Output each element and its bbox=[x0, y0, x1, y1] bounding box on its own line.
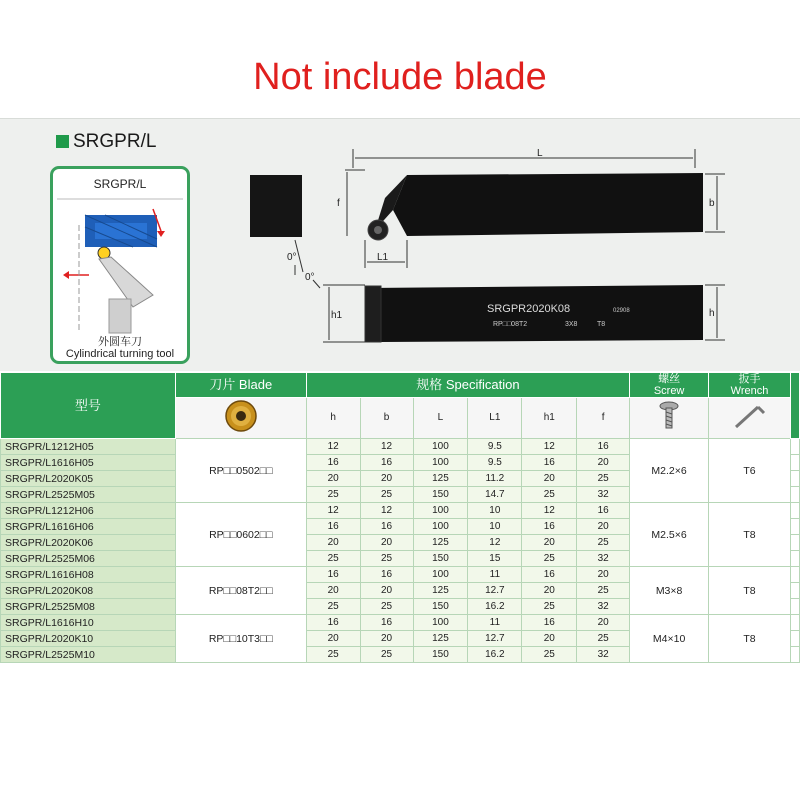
spec-cell-l1: 10 bbox=[468, 519, 522, 535]
specification-table bbox=[0, 372, 800, 663]
header-wrench-cn: 扳手 bbox=[738, 373, 761, 385]
edge-cell bbox=[790, 535, 799, 551]
header-screw bbox=[630, 373, 709, 398]
edge-cell bbox=[790, 583, 799, 599]
spec-cell-h1: 20 bbox=[522, 631, 577, 647]
spec-cell-l: 100 bbox=[413, 615, 468, 631]
spec-cell-h1: 25 bbox=[522, 551, 577, 567]
edge-cell bbox=[790, 567, 799, 583]
spec-cell-b: 20 bbox=[360, 631, 413, 647]
turning-diagram-icon bbox=[53, 195, 187, 335]
spec-cell-h: 25 bbox=[306, 551, 360, 567]
spec-cell-b: 20 bbox=[360, 471, 413, 487]
spec-cell-h: 16 bbox=[306, 455, 360, 471]
illustration-caption bbox=[53, 336, 187, 360]
spec-cell-f: 20 bbox=[577, 567, 630, 583]
spec-cell-l1: 11 bbox=[468, 567, 522, 583]
caption-english: Cylindrical turning tool bbox=[65, 348, 175, 360]
wrench-cell: T8 bbox=[709, 503, 791, 567]
spec-cell-l1: 15 bbox=[468, 551, 522, 567]
dim-f-label: f bbox=[337, 198, 340, 209]
screw-image-cell bbox=[630, 398, 709, 439]
marking-main: SRGPR2020K08 bbox=[487, 303, 571, 315]
model-cell: SRGPR/L2525M06 bbox=[1, 551, 176, 567]
green-square-icon bbox=[56, 135, 69, 148]
edge-cell bbox=[790, 487, 799, 503]
column-header-f: f bbox=[577, 398, 630, 439]
spec-cell-l: 125 bbox=[413, 471, 468, 487]
spec-cell-l: 125 bbox=[413, 535, 468, 551]
column-header-l1: L1 bbox=[468, 398, 522, 439]
spec-cell-h1: 20 bbox=[522, 535, 577, 551]
spec-cell-h: 12 bbox=[306, 439, 360, 455]
screw-cell: M2.2×6 bbox=[630, 439, 709, 503]
spec-cell-f: 20 bbox=[577, 615, 630, 631]
dim-b-label: b bbox=[709, 198, 715, 209]
spec-cell-f: 20 bbox=[577, 519, 630, 535]
spec-cell-l1: 9.5 bbox=[468, 455, 522, 471]
spec-cell-h: 20 bbox=[306, 631, 360, 647]
spec-cell-l: 100 bbox=[413, 567, 468, 583]
spec-cell-f: 32 bbox=[577, 487, 630, 503]
header-screw-en: Screw bbox=[653, 385, 685, 397]
wrench-cell: T6 bbox=[709, 439, 791, 503]
technical-drawing bbox=[225, 140, 745, 360]
series-title-text: SRGPR/L bbox=[73, 131, 157, 152]
header-blade: 刀片 Blade bbox=[175, 373, 306, 398]
spec-cell-f: 32 bbox=[577, 551, 630, 567]
spec-cell-h1: 12 bbox=[522, 503, 577, 519]
dim-L-label: L bbox=[537, 148, 543, 159]
screw-cell: M4×10 bbox=[630, 615, 709, 663]
angle-top-label: 0° bbox=[287, 252, 297, 263]
not-include-blade-banner: Not include blade bbox=[253, 56, 547, 98]
screw-icon bbox=[654, 399, 684, 433]
illustration-title: SRGPR/L bbox=[93, 177, 147, 191]
blade-cell: RP□□0602□□ bbox=[175, 503, 306, 567]
spec-cell-l1: 9.5 bbox=[468, 439, 522, 455]
blade-cell: RP□□08T2□□ bbox=[175, 567, 306, 615]
dim-h1-label: h1 bbox=[331, 310, 343, 321]
spec-cell-b: 12 bbox=[360, 503, 413, 519]
spec-cell-l1: 11.2 bbox=[468, 471, 522, 487]
spec-cell-b: 16 bbox=[360, 615, 413, 631]
spec-cell-b: 20 bbox=[360, 583, 413, 599]
spec-cell-l: 125 bbox=[413, 583, 468, 599]
spec-cell-l: 100 bbox=[413, 455, 468, 471]
spec-cell-h1: 16 bbox=[522, 615, 577, 631]
spec-cell-l: 150 bbox=[413, 647, 468, 663]
screw-cell: M2.5×6 bbox=[630, 503, 709, 567]
model-cell: SRGPR/L1212H06 bbox=[1, 503, 176, 519]
spec-cell-l1: 12 bbox=[468, 535, 522, 551]
spec-cell-b: 12 bbox=[360, 439, 413, 455]
wrench-cell: T8 bbox=[709, 615, 791, 663]
spec-cell-b: 20 bbox=[360, 535, 413, 551]
spec-cell-f: 32 bbox=[577, 599, 630, 615]
spec-cell-l: 150 bbox=[413, 599, 468, 615]
spec-cell-b: 25 bbox=[360, 487, 413, 503]
spec-cell-l1: 14.7 bbox=[468, 487, 522, 503]
spec-cell-h: 16 bbox=[306, 519, 360, 535]
model-cell: SRGPR/L1212H05 bbox=[1, 439, 176, 455]
caption-chinese: 外圆车刀 bbox=[98, 336, 142, 348]
spec-cell-l1: 12.7 bbox=[468, 631, 522, 647]
spec-cell-b: 16 bbox=[360, 455, 413, 471]
wrench-icon bbox=[730, 399, 770, 433]
spec-cell-f: 25 bbox=[577, 535, 630, 551]
header-wrench-en: Wrench bbox=[730, 385, 769, 397]
model-cell: SRGPR/L1616H08 bbox=[1, 567, 176, 583]
spec-cell-h1: 25 bbox=[522, 647, 577, 663]
spec-cell-h: 12 bbox=[306, 503, 360, 519]
holder-top-view bbox=[393, 173, 703, 236]
wrench-image-cell bbox=[709, 398, 791, 439]
edge-cell bbox=[790, 599, 799, 615]
model-cell: SRGPR/L1616H05 bbox=[1, 455, 176, 471]
spec-cell-f: 25 bbox=[577, 631, 630, 647]
spec-cell-l: 100 bbox=[413, 503, 468, 519]
edge-cell bbox=[790, 439, 799, 455]
wrench-cell: T8 bbox=[709, 567, 791, 615]
column-header-b: b bbox=[360, 398, 413, 439]
edge-cell bbox=[790, 615, 799, 631]
spec-cell-f: 32 bbox=[577, 647, 630, 663]
table-row bbox=[1, 567, 800, 583]
spec-cell-l: 100 bbox=[413, 439, 468, 455]
spec-cell-h: 20 bbox=[306, 535, 360, 551]
insert-end-view bbox=[250, 175, 302, 237]
spec-cell-h: 25 bbox=[306, 647, 360, 663]
header-model: 型号 bbox=[1, 373, 176, 439]
header-specification: 规格 Specification bbox=[306, 373, 629, 398]
spec-cell-f: 16 bbox=[577, 503, 630, 519]
table-header-row bbox=[1, 373, 800, 398]
screw-cell: M3×8 bbox=[630, 567, 709, 615]
table-row bbox=[1, 503, 800, 519]
table-row bbox=[1, 439, 800, 455]
spec-cell-l: 125 bbox=[413, 631, 468, 647]
spec-cell-l: 150 bbox=[413, 487, 468, 503]
spec-cell-f: 20 bbox=[577, 455, 630, 471]
table-row bbox=[1, 615, 800, 631]
spec-cell-b: 25 bbox=[360, 599, 413, 615]
spec-cell-l1: 16.2 bbox=[468, 647, 522, 663]
model-cell: SRGPR/L1616H06 bbox=[1, 519, 176, 535]
blade-cell: RP□□0502□□ bbox=[175, 439, 306, 503]
model-cell: SRGPR/L1616H10 bbox=[1, 615, 176, 631]
spec-cell-h: 16 bbox=[306, 567, 360, 583]
spec-cell-l: 150 bbox=[413, 551, 468, 567]
column-header-h: h bbox=[306, 398, 360, 439]
spec-cell-f: 25 bbox=[577, 471, 630, 487]
spec-cell-l: 100 bbox=[413, 519, 468, 535]
model-cell: SRGPR/L2525M05 bbox=[1, 487, 176, 503]
spec-cell-l1: 11 bbox=[468, 615, 522, 631]
spec-cell-h: 20 bbox=[306, 583, 360, 599]
model-cell: SRGPR/L2020K05 bbox=[1, 471, 176, 487]
spec-cell-h1: 16 bbox=[522, 455, 577, 471]
spec-cell-h1: 16 bbox=[522, 519, 577, 535]
spec-cell-l1: 12.7 bbox=[468, 583, 522, 599]
column-header-l: L bbox=[413, 398, 468, 439]
round-insert-icon bbox=[221, 399, 261, 433]
spec-cell-b: 25 bbox=[360, 551, 413, 567]
edge-cell bbox=[790, 519, 799, 535]
marking-small: 02908 bbox=[613, 308, 630, 314]
spec-cell-h1: 20 bbox=[522, 583, 577, 599]
marking-code: RP□□08T2 bbox=[493, 321, 528, 328]
model-cell: SRGPR/L2020K06 bbox=[1, 535, 176, 551]
edge-cell bbox=[790, 647, 799, 663]
spec-cell-h: 25 bbox=[306, 487, 360, 503]
marking-screw: 3X8 bbox=[565, 321, 578, 328]
spec-cell-h1: 16 bbox=[522, 567, 577, 583]
model-cell: SRGPR/L2020K10 bbox=[1, 631, 176, 647]
header-screw-cn: 螺丝 bbox=[658, 373, 681, 385]
blade-image-cell bbox=[175, 398, 306, 439]
spec-cell-h: 25 bbox=[306, 599, 360, 615]
model-cell: SRGPR/L2525M08 bbox=[1, 599, 176, 615]
marking-wrench: T8 bbox=[597, 321, 606, 328]
edge-cell bbox=[790, 455, 799, 471]
angle-side-label: 0° bbox=[305, 272, 315, 283]
edge-cell bbox=[790, 551, 799, 567]
spec-cell-h: 16 bbox=[306, 615, 360, 631]
column-header-h1: h1 bbox=[522, 398, 577, 439]
application-illustration bbox=[50, 166, 190, 364]
spec-cell-b: 16 bbox=[360, 519, 413, 535]
edge-cell bbox=[790, 471, 799, 487]
dim-L1-label: L1 bbox=[377, 252, 389, 263]
dim-h-label: h bbox=[709, 308, 715, 319]
edge-cell bbox=[790, 631, 799, 647]
spec-cell-b: 16 bbox=[360, 567, 413, 583]
spec-cell-h1: 25 bbox=[522, 487, 577, 503]
spec-cell-l1: 16.2 bbox=[468, 599, 522, 615]
spec-cell-h: 20 bbox=[306, 471, 360, 487]
series-title bbox=[56, 131, 156, 153]
header-wrench bbox=[709, 373, 791, 398]
model-cell: SRGPR/L2020K08 bbox=[1, 583, 176, 599]
spec-cell-h1: 25 bbox=[522, 599, 577, 615]
header-edge bbox=[790, 373, 799, 439]
spec-cell-h1: 12 bbox=[522, 439, 577, 455]
edge-cell bbox=[790, 503, 799, 519]
model-cell: SRGPR/L2525M10 bbox=[1, 647, 176, 663]
spec-cell-l1: 10 bbox=[468, 503, 522, 519]
blade-cell: RP□□10T3□□ bbox=[175, 615, 306, 663]
spec-cell-h1: 20 bbox=[522, 471, 577, 487]
spec-cell-b: 25 bbox=[360, 647, 413, 663]
spec-cell-f: 16 bbox=[577, 439, 630, 455]
spec-cell-f: 25 bbox=[577, 583, 630, 599]
